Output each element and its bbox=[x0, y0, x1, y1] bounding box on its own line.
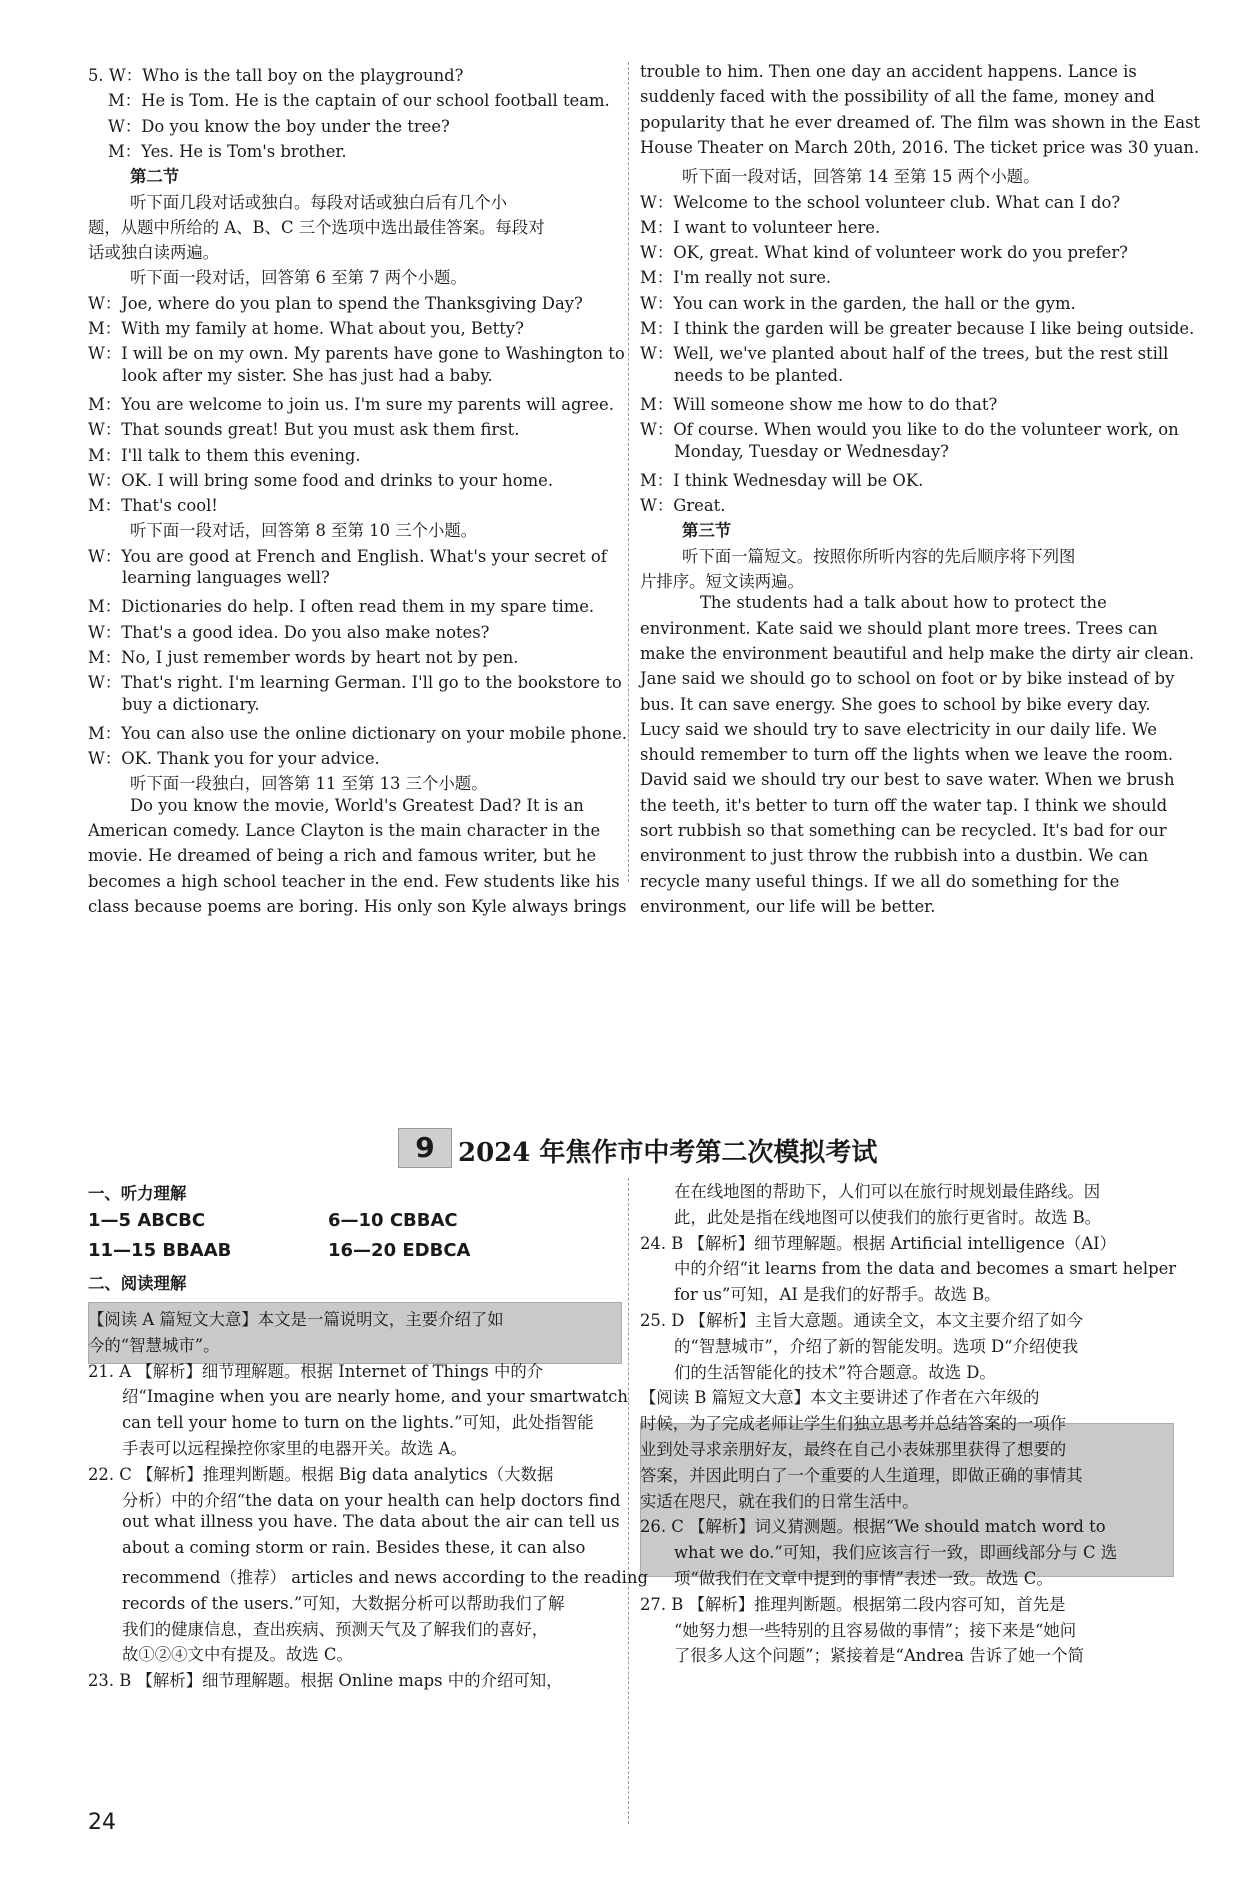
text-line: W：That's a good idea. Do you also make notes? bbox=[88, 622, 490, 642]
text-line: 分析）中的介绍“the data on your health can help doctors find bbox=[122, 1490, 621, 1510]
text-line: 25. D 【解析】主旨大意题。通读全文，本文主要介绍了如今 bbox=[640, 1311, 1084, 1330]
text-line: 【阅读 B 篇短文大意】本文主要讲述了作者在六年级的 bbox=[640, 1388, 1040, 1408]
text-line: M：No, I just remember words by heart not by pen. bbox=[88, 647, 519, 667]
text-line: about a coming storm or rain. Besides these, it can also bbox=[122, 1538, 586, 1558]
text-line: becomes a high school teacher in the end. Few students like his bbox=[88, 871, 620, 891]
text-line: 此，此处是指在线地图可以使我们的旅行更省时。故选 B。 bbox=[674, 1207, 1102, 1227]
text-line: environment, our life will be better. bbox=[640, 896, 936, 916]
text-line: House Theater on March 20th, 2016. The ticket price was 30 yuan. bbox=[640, 137, 1200, 157]
text-line: buy a dictionary. bbox=[122, 694, 260, 714]
text-line: for us”可知，AI 是我们的好帮手。故选 B。 bbox=[674, 1285, 1001, 1305]
text-line: 题，从题中所给的 A、B、C 三个选项中选出最佳答案。每段对 bbox=[88, 217, 545, 237]
text-line: learning languages well? bbox=[122, 568, 330, 587]
text-line: W：OK, great. What kind of volunteer work do you prefer? bbox=[640, 243, 1128, 263]
text-line: 听下面一段对话，回答第 8 至第 10 三个小题。 bbox=[130, 521, 478, 541]
text-line: M：He is Tom. He is the captain of our school football team. bbox=[108, 91, 610, 111]
text-line: 26. C 【解析】词义猜测题。根据“We should match word to bbox=[640, 1517, 1106, 1537]
text-line: records of the users.”可知，大数据分析可以帮助我们了解 bbox=[122, 1593, 565, 1613]
answers-11-15: 11—15 BBAAB bbox=[88, 1240, 232, 1261]
text-line: can tell your home to turn on the lights.”可知，此处指智能 bbox=[122, 1413, 594, 1433]
text-line: 我们的健康信息，查出疾病、预测天气及了解我们的喜好， bbox=[122, 1619, 549, 1639]
text-line: W：OK. Thank you for your advice. bbox=[88, 749, 380, 769]
text-line: Jane said we should go to school on foot or by bike instead of by bbox=[640, 669, 1175, 689]
text-line: needs to be planted. bbox=[674, 365, 844, 385]
text-line: trouble to him. Then one day an accident happens. Lance is bbox=[640, 62, 1137, 81]
text-line: make the environment beautiful and help make the dirty air clean. bbox=[640, 643, 1195, 663]
text-line: 听下面一段对话，回答第 6 至第 7 两个小题。 bbox=[130, 268, 467, 288]
text-line: 业到处寻求亲朋好友，最终在自己小表妹那里获得了想要的 bbox=[640, 1440, 1067, 1459]
text-line: W：Well, we've planted about half of the trees, but the rest still bbox=[640, 344, 1169, 364]
text-line: M：I think the garden will be greater because I like being outside. bbox=[640, 319, 1195, 338]
text-line: M：I want to volunteer here. bbox=[640, 217, 881, 237]
text-line: bus. It can save energy. She goes to school by bike every day. bbox=[640, 694, 1151, 714]
text-line: American comedy. Lance Clayton is the main character in the bbox=[88, 821, 601, 840]
text-line: W：That sounds great! But you must ask them first. bbox=[88, 420, 520, 440]
text-line: 话或独白读两遍。 bbox=[88, 243, 220, 263]
text-line: the teeth, it's better to turn off the water tap. I think we should bbox=[640, 795, 1168, 815]
text-line: recycle many useful things. If we all do something for the bbox=[640, 871, 1120, 891]
text-line: W：You are good at French and English. What's your secret of bbox=[88, 546, 607, 566]
text-line: M：Will someone show me how to do that? bbox=[640, 394, 998, 414]
text-line: environment. Kate said we should plant more trees. Trees can bbox=[640, 618, 1158, 638]
text-line: 了很多人这个问题”；紧接着是“Andrea 告诉了她一个简 bbox=[674, 1646, 1084, 1666]
text-line: M：With my family at home. What about you, Betty? bbox=[88, 319, 524, 338]
text-line: W：Do you know the boy under the tree? bbox=[108, 116, 450, 136]
text-line: 实适在咫尺，就在我们的日常生活中。 bbox=[640, 1491, 919, 1511]
text-line: 们的生活智能化的技术”符合题意。故选 D。 bbox=[674, 1362, 996, 1382]
exam-number-badge: 9 bbox=[398, 1128, 452, 1168]
text-line: M：I'm really not sure. bbox=[640, 268, 832, 288]
answers-1-5: 1—5 ABCBC bbox=[88, 1210, 206, 1231]
text-line: M：You are welcome to join us. I'm sure my parents will agree. bbox=[88, 394, 614, 414]
text-line: 片排序。短文读两遍。 bbox=[640, 572, 804, 591]
text-line: sort rubbish so that something can be recycled. It's bad for our bbox=[640, 821, 1167, 840]
column-divider bbox=[628, 62, 629, 882]
text-line: W：That's right. I'm learning German. I'll go to the bookstore to bbox=[88, 673, 622, 693]
text-line: 项“做我们在文章中提到的事情”表述一致。故选 C。 bbox=[674, 1569, 1053, 1588]
text-line: 今的“智慧城市”。 bbox=[88, 1335, 220, 1355]
text-line: W：You can work in the garden, the hall or the gym. bbox=[640, 293, 1076, 313]
text-line: W：Joe, where do you plan to spend the Thanksgiving Day? bbox=[88, 293, 583, 313]
page-number: 24 bbox=[88, 1810, 116, 1835]
text-line: 【阅读 A 篇短文大意】本文是一篇说明文，主要介绍了如 bbox=[88, 1310, 504, 1329]
text-line: Monday, Tuesday or Wednesday? bbox=[674, 441, 949, 461]
text-line: suddenly faced with the possibility of all the fame, money and bbox=[640, 87, 1155, 107]
text-line: 第二节 bbox=[130, 167, 180, 187]
text-line: 时候，为了完成老师让学生们独立思考并总结答案的一项作 bbox=[640, 1414, 1067, 1434]
text-line: 听下面一篇短文。按照你所听内容的先后顺序将下列图 bbox=[682, 546, 1076, 566]
text-line: 22. C 【解析】推理判断题。根据 Big data analytics（大数据 bbox=[88, 1464, 554, 1484]
answers-16-20: 16—20 EDBCA bbox=[328, 1240, 471, 1261]
text-line: W：Welcome to the school volunteer club. What can I do? bbox=[640, 192, 1121, 212]
text-line: M：Yes. He is Tom's brother. bbox=[108, 141, 347, 161]
text-line: what we do.”可知，我们应该言行一致，即画线部分与 C 选 bbox=[674, 1543, 1118, 1563]
text-line: 21. A 【解析】细节理解题。根据 Internet of Things 中的介 bbox=[88, 1361, 544, 1381]
text-line: 第三节 bbox=[682, 521, 732, 541]
text-line: 27. B 【解析】推理判断题。根据第二段内容可知，首先是 bbox=[640, 1594, 1066, 1614]
text-line: Do you know the movie, World's Greatest Dad? It is an bbox=[130, 795, 584, 815]
text-line: recommend（推荐） articles and news according to the reading bbox=[122, 1568, 648, 1587]
text-line: environment to just throw the rubbish into a dustbin. We can bbox=[640, 846, 1149, 866]
text-line: 听下面一段对话，回答第 14 至第 15 两个小题。 bbox=[682, 167, 1040, 187]
text-line: W：OK. I will bring some food and drinks to your home. bbox=[88, 470, 554, 490]
text-line: 23. B 【解析】细节理解题。根据 Online maps 中的介绍可知， bbox=[88, 1671, 563, 1691]
text-line: “她努力想一些特别的且容易做的事情”；接下来是“她问 bbox=[674, 1620, 1077, 1640]
text-line: 5. W：Who is the tall boy on the playground? bbox=[88, 66, 464, 85]
column-divider-bottom bbox=[628, 1178, 629, 1824]
text-line: 在在线地图的帮助下，人们可以在旅行时规划最佳路线。因 bbox=[674, 1182, 1101, 1201]
answers-6-10: 6—10 CBBAC bbox=[328, 1210, 458, 1231]
text-line: W：Of course. When would you like to do the volunteer work, on bbox=[640, 420, 1179, 440]
text-line: 的“智慧城市”，介绍了新的智能发明。选项 D“介绍使我 bbox=[674, 1336, 1079, 1356]
text-line: W：Great. bbox=[640, 496, 726, 516]
text-line: should remember to turn off the lights when we leave the room. bbox=[640, 745, 1174, 765]
text-line: M：Dictionaries do help. I often read them in my spare time. bbox=[88, 597, 595, 617]
text-line: Lucy said we should try to save electricity in our daily life. We bbox=[640, 719, 1157, 739]
text-line: class because poems are boring. His only son Kyle always brings bbox=[88, 896, 627, 916]
text-line: 答案，并因此明白了一个重要的人生道理，即做正确的事情其 bbox=[640, 1465, 1083, 1485]
text-line: M：I'll talk to them this evening. bbox=[88, 445, 361, 465]
text-line: W：I will be on my own. My parents have gone to Washington to bbox=[88, 344, 625, 364]
text-line: M：You can also use the online dictionary on your mobile phone. bbox=[88, 723, 628, 743]
text-line: The students had a talk about how to protect the bbox=[700, 593, 1107, 613]
text-line: M：I think Wednesday will be OK. bbox=[640, 470, 924, 490]
text-line: M：That's cool! bbox=[88, 496, 218, 516]
text-line: 听下面几段对话或独白。每段对话或独白后有几个小 bbox=[130, 192, 507, 212]
text-line: 故①②④文中有提及。故选 C。 bbox=[122, 1645, 353, 1665]
section-reading: 二、阅读理解 bbox=[88, 1274, 187, 1293]
section-listening: 一、听力理解 bbox=[88, 1184, 187, 1203]
text-line: 24. B 【解析】细节理解题。根据 Artificial intelligence（AI） bbox=[640, 1233, 1117, 1253]
text-line: 手表可以远程操控你家里的电器开关。故选 A。 bbox=[122, 1439, 467, 1458]
text-line: 绍“Imagine when you are nearly home, and your smartwatch bbox=[122, 1387, 628, 1407]
text-line: movie. He dreamed of being a rich and famous writer, but he bbox=[88, 846, 597, 866]
text-line: popularity that he ever dreamed of. The film was shown in the East bbox=[640, 112, 1201, 132]
text-line: look after my sister. She has just had a baby. bbox=[122, 365, 493, 385]
text-line: David said we should try our best to save water. When we brush bbox=[640, 770, 1175, 790]
exam-title: 2024 年焦作市中考第二次模拟考试 bbox=[458, 1138, 878, 1168]
text-line: 中的介绍“it learns from the data and becomes a smart helper bbox=[674, 1259, 1177, 1279]
text-line: out what illness you have. The data about the air can tell us bbox=[122, 1512, 620, 1532]
text-line: 听下面一段独白，回答第 11 至第 13 三个小题。 bbox=[130, 774, 488, 794]
exam-banner bbox=[398, 1128, 878, 1168]
